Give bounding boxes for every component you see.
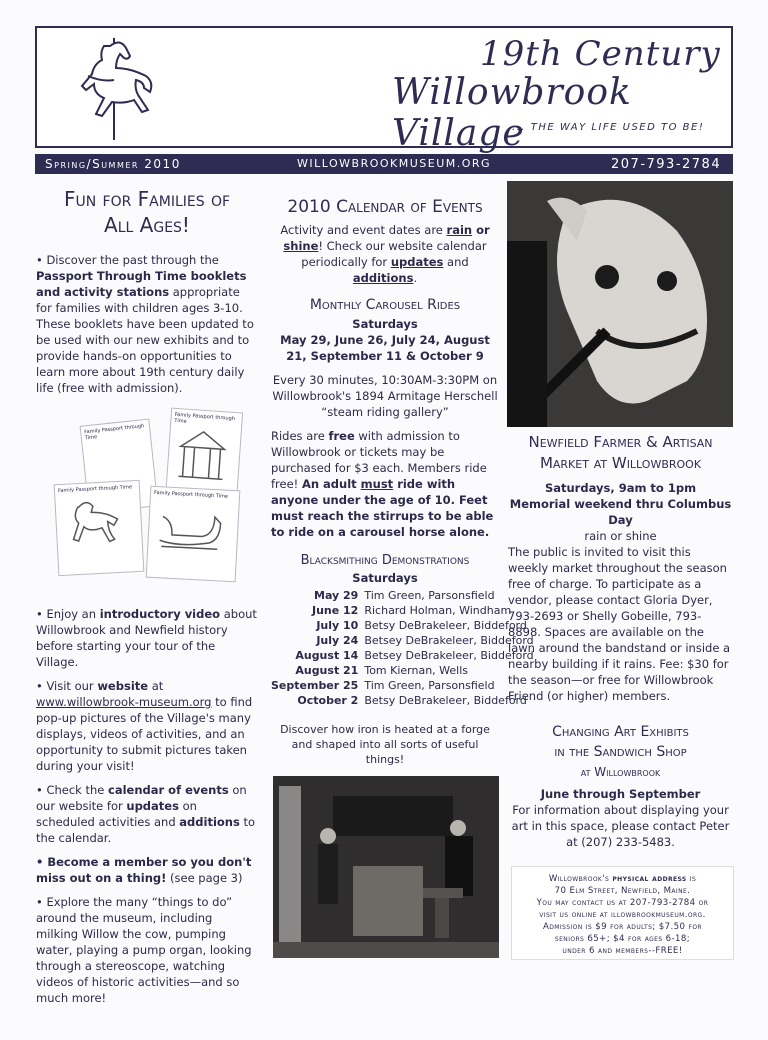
website-line: visit us online at illowbrookmuseum.org.: [539, 910, 706, 920]
carousel-horse-head-illustration: [507, 181, 733, 427]
schedule-date: August 21: [295, 664, 359, 677]
market-heading: Newfield Farmer & Artisan Market at Willowbrook: [528, 433, 713, 472]
calendar-intro: Activity and event dates are rain or shine! Check our website calendar periodically for updates and additions.: [280, 223, 490, 285]
schedule-row: [271, 618, 534, 633]
blacksmith-photo: [273, 776, 499, 958]
website-link[interactable]: www.willowbrook-museum.org: [36, 695, 212, 709]
schedule-smith: Betsy DeBrakeleer, Biddeford: [364, 694, 527, 707]
schedule-date: September 25: [271, 679, 359, 692]
masthead-tagline: ... THE WAY LIFE USED TO BE!: [512, 122, 705, 133]
schedule-smith: Betsy DeBrakeleer, Biddeford: [364, 619, 527, 632]
forge-illustration: [273, 776, 499, 958]
info-band: [35, 154, 733, 174]
schedule-smith: Betsey DeBrakeleer, Biddeford: [364, 634, 534, 647]
carousel-heading: Monthly Carousel Rides: [309, 297, 461, 313]
carousel-horse-icon: [58, 490, 131, 558]
families-column-lower: [36, 606, 258, 1014]
schedule-row: [271, 588, 534, 603]
schedule-smith: Betsey DeBrakeleer, Biddeford: [364, 649, 534, 662]
schedule-date: October 2: [297, 694, 359, 707]
website-label: WILLOWBROOKMUSEUM.ORG: [297, 157, 492, 170]
schedule-date: July 10: [316, 619, 359, 632]
schedule-smith: Tim Green, Parsonsfield: [364, 589, 495, 602]
schedule-date: June 12: [311, 604, 359, 617]
schedule-smith: Tim Green, Parsonsfield: [364, 679, 495, 692]
art-heading: Changing Art Exhibits in the Sandwich Shop at Willowbrook: [552, 724, 689, 779]
schedule-smith: Tom Kiernan, Wells: [364, 664, 469, 677]
admission-line: Admission is $9 for adults; $7.50 for: [542, 922, 703, 932]
families-bullet-explore: • Explore the many “things to do” around the museum, including milking Willow the cow, pumping water, playing a pump organ, looking through a stereoscope, watching videos of historic activities—and so much more!: [36, 895, 252, 1005]
carousel-rules: Rides are free with admission to Willowbrook or tickets may be purchased for $3 each. Members ride free! An adult must ride with anyone under the age of 10. Feet must reach the stirrups to be able to ride on a carousel horse alone.: [271, 429, 494, 539]
schedule-date: May 29: [314, 589, 359, 602]
carousel-days: Saturdays: [352, 317, 418, 331]
carousel-horse-photo: [507, 181, 733, 427]
schedule-row: [271, 693, 534, 708]
market-weather: rain or shine: [584, 529, 657, 543]
market-season: Memorial weekend thru Columbus Day: [509, 497, 732, 527]
booklet-cover: Family Passport through Time: [165, 408, 243, 505]
gazebo-icon: [170, 424, 234, 488]
art-dates: June through September: [540, 787, 701, 801]
market-column: [508, 432, 733, 850]
sleigh-icon: [151, 496, 230, 564]
blacksmith-schedule: [271, 588, 534, 708]
market-hours: Saturdays, 9am to 1pm: [544, 481, 697, 495]
phone-label: 207-793-2784: [611, 157, 722, 172]
carousel-times: Every 30 minutes, 10:30AM-3:30PM on Willowbrook's 1894 Armitage Herschell “steam riding gallery”: [272, 373, 498, 419]
schedule-date: July 24: [316, 634, 359, 647]
season-label: Spring/Summer 2010: [45, 157, 181, 171]
families-bullet-passport: • Discover the past through the Passport Through Time booklets and activity stations appropriate for families with children ages 3-10. These booklets have been updated to be used with our new exhibits and to provide hands-on opportunities to learn more about 19th century daily life (free with admission).: [36, 253, 254, 395]
carousel-dates: May 29, June 26, July 24, August 21, September 11 & October 9: [280, 333, 490, 363]
masthead-title-line2: Willowbrook Village: [392, 72, 632, 154]
schedule-row: [271, 603, 534, 618]
admission-line: seniors 65+; $4 for ages 6-18;: [554, 934, 691, 944]
calendar-column: [271, 196, 534, 767]
families-bullet-video: • Enjoy an introductory video about Willowbrook and Newfield history before starting your tour of the Village.: [36, 607, 257, 669]
schedule-row: [271, 648, 534, 663]
masthead-title-line1: 19th Century: [480, 34, 721, 74]
address-line: 70 Elm Street, Newfield, Maine.: [554, 886, 691, 896]
booklets-illustration: [56, 400, 246, 590]
calendar-heading: 2010 Calendar of Events: [287, 197, 483, 217]
contact-line: You may contact us at 207-793-2784 or: [536, 898, 709, 908]
blacksmith-days: Saturdays: [352, 571, 418, 585]
schedule-row: [271, 678, 534, 693]
blacksmith-caption: Discover how iron is heated at a forge and shaped into all sorts of useful things!: [280, 723, 490, 766]
families-bullet-website: • Visit our website at www.willowbrook-museum.org to find pop-up pictures of the Village's many displays, videos of activities, and an opportunity to submit pictures taken during your visit!: [36, 679, 253, 773]
visitor-info-box: Willowbrook's physical address is 70 Elm Street, Newfield, Maine. You may contact us at 207-793-2784 or visit us online at illowbrookmuseum.org. Admission is $9 for adults; $7.50 for seniors 65+; $4 for ages 6-18; under 6 and members--FREE!: [511, 866, 734, 960]
families-column: [36, 186, 258, 404]
booklet-cover: Family Passport through Time: [146, 486, 241, 583]
schedule-row: [271, 663, 534, 678]
families-heading: Fun for Families of All Ages!: [63, 187, 231, 237]
booklet-cover: Family Passport through Time: [54, 480, 145, 576]
admission-line: under 6 and members--FREE!: [562, 946, 683, 956]
families-bullet-calendar: • Check the calendar of events on our website for updates on scheduled activities and additions to the calendar.: [36, 783, 256, 845]
schedule-row: [271, 633, 534, 648]
schedule-smith: Richard Holman, Windham: [364, 604, 512, 617]
market-body: The public is invited to visit this weekly market throughout the season free of charge. To participate as a vendor, please contact Gloria Dyer, 793-2693 or Shelly Gobeille, 793-8898. Spaces are available on the lawn around the bandstand or inside a nearby building if it rains. Fee: $30 for the season—or free for Willowbrook Friend (or higher) members.: [508, 545, 731, 703]
art-body: For information about displaying your art in this space, please contact Peter at (207) 233-5483.: [511, 803, 730, 849]
booklet-cover: Family Passport through Time: [80, 419, 159, 514]
blacksmith-heading: Blacksmithing Demonstrations: [300, 553, 470, 568]
carousel-horse-icon: [48, 36, 158, 142]
schedule-date: August 14: [295, 649, 359, 662]
families-bullet-member: • Become a member so you don't miss out on a thing! (see page 3): [36, 855, 252, 885]
